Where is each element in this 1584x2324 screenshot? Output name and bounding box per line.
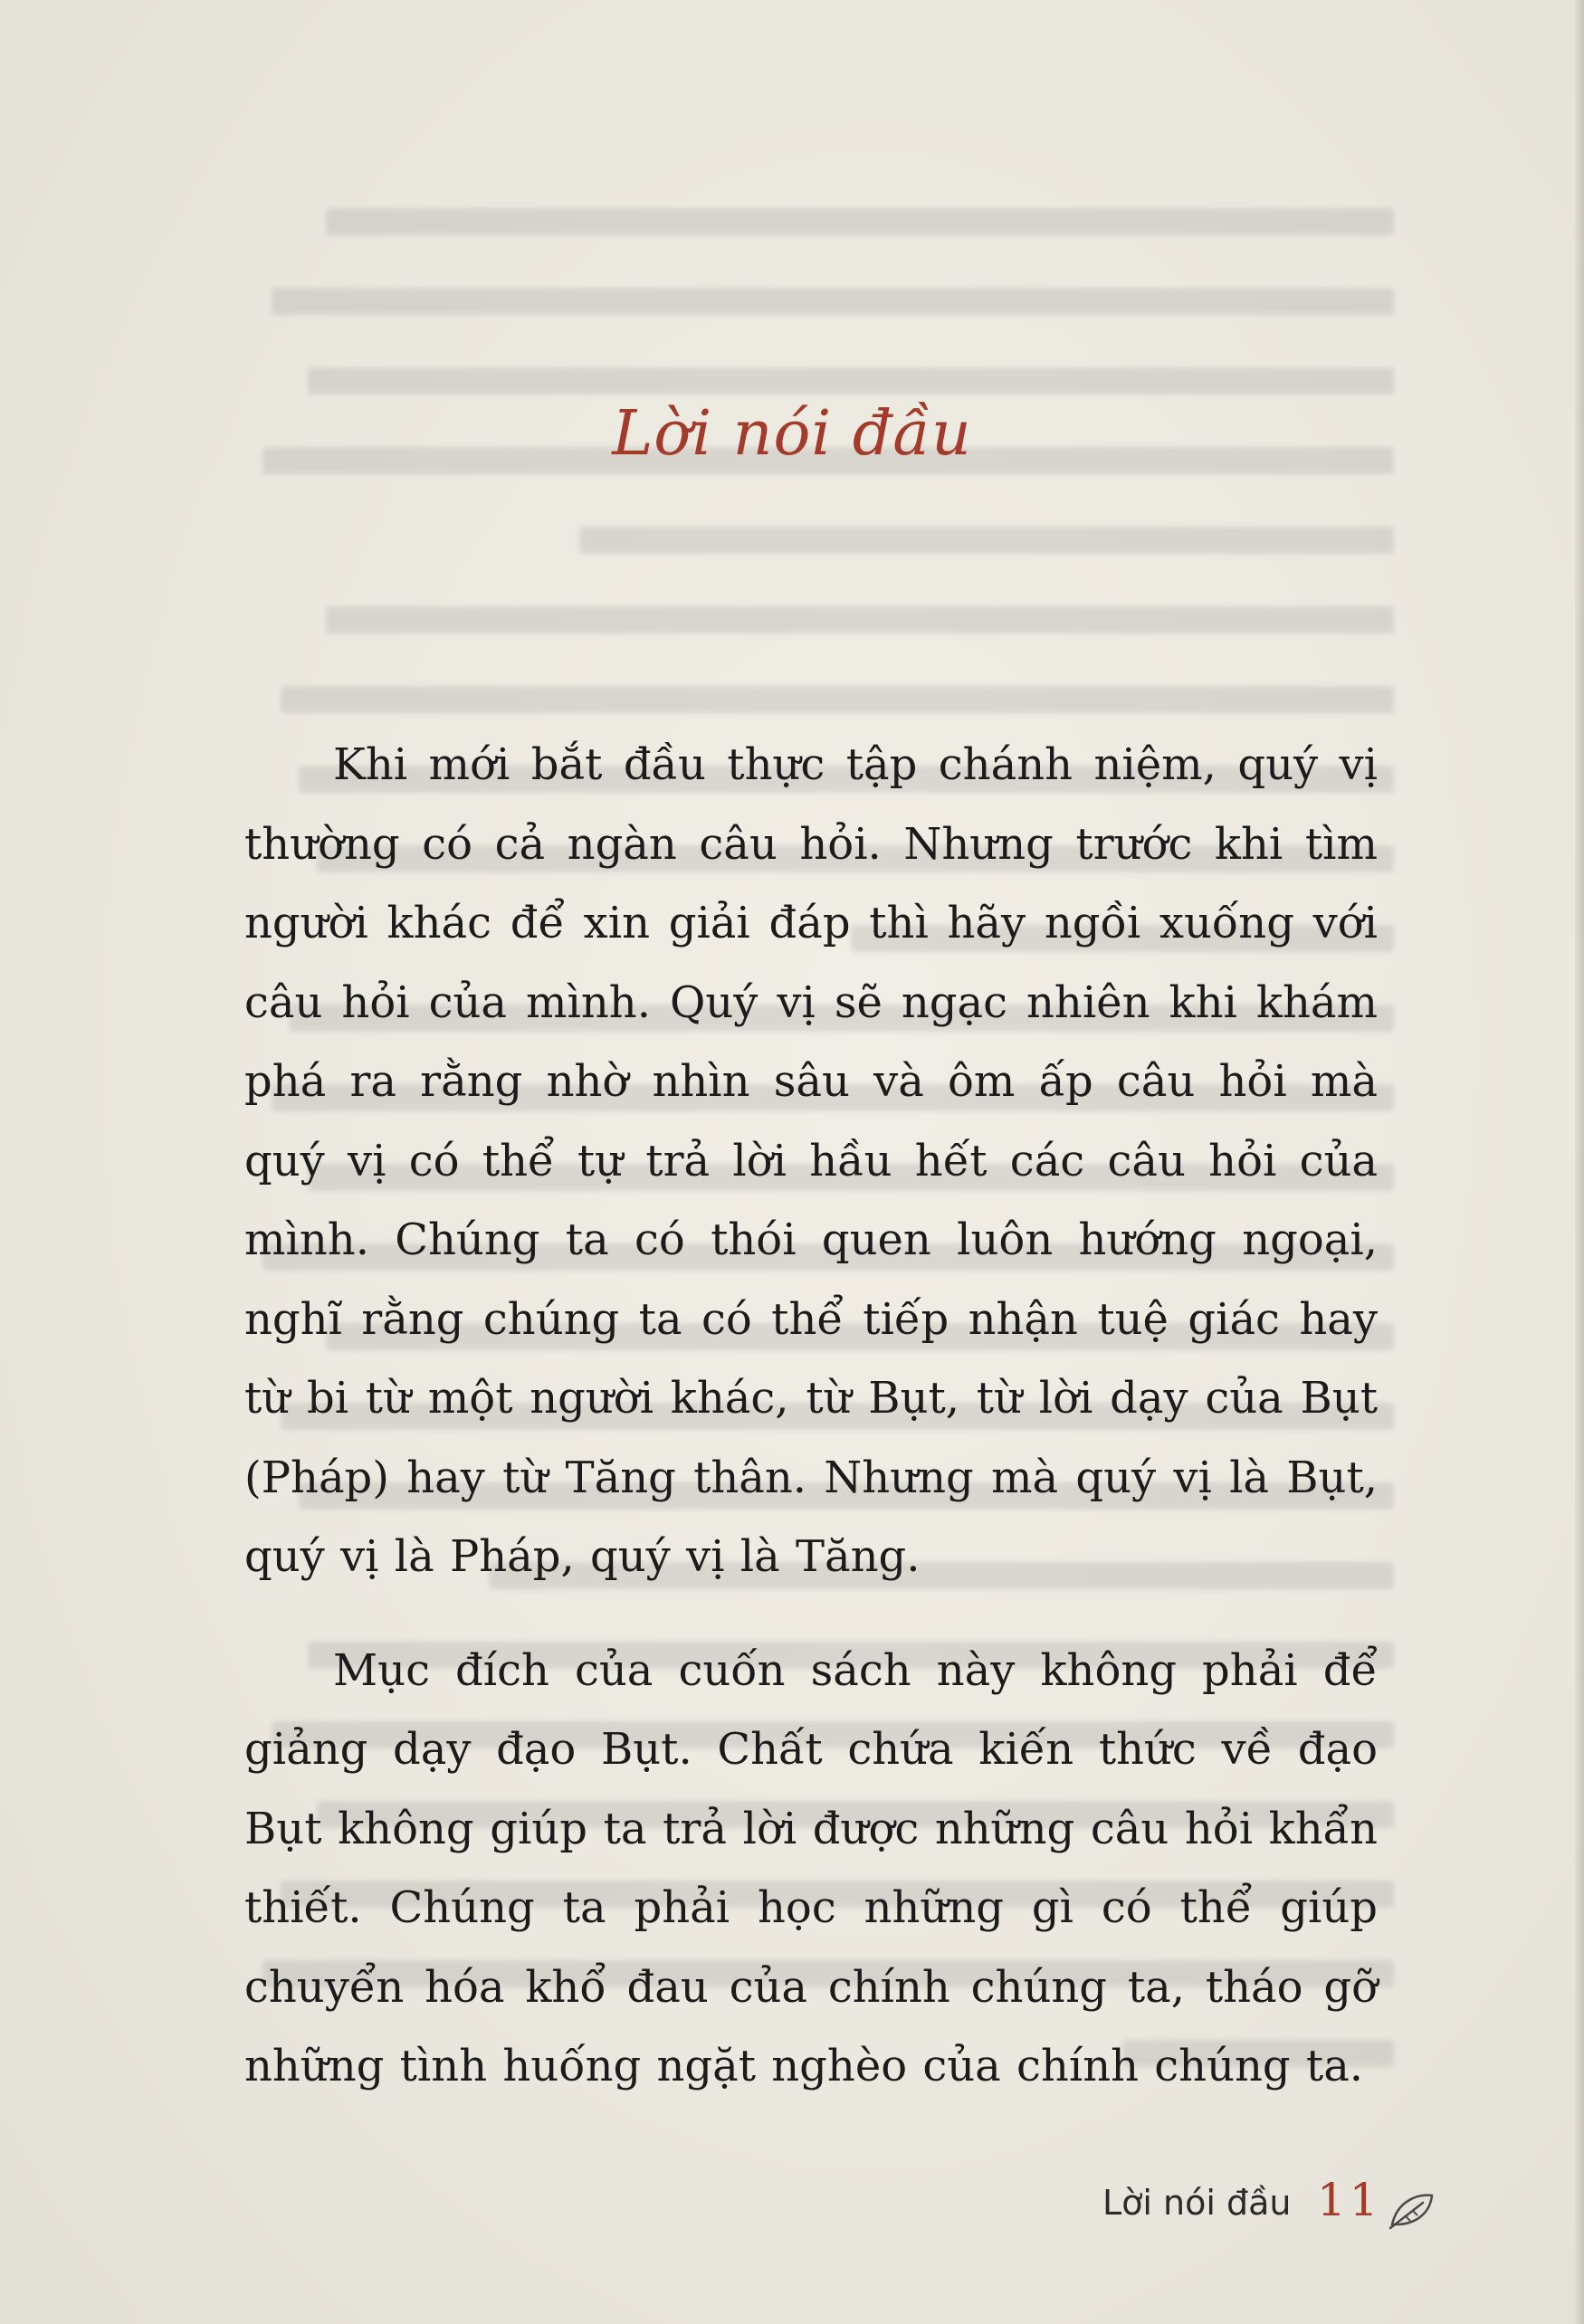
page-edge-shadow (1575, 0, 1584, 2324)
body-text (244, 726, 1378, 2107)
leaf-icon (1387, 2188, 1437, 2232)
paragraph-1: Khi mới bắt đầu thực tập chánh niệm, quý vị thường có cả ngàn câu hỏi. Nhưng trước khi tìm người khác để xin giải đáp thì hãy ngồi xuống với câu hỏi của mình. Quý vị sẽ ngạc nhiên khi khám phá ra rằng nhờ nhìn sâu và ôm ấp câu hỏi mà quý vị có thể tự trả lời hầu hết các câu hỏi của mình. Chúng ta có thói quen luôn hướng ngoại, nghĩ rằng chúng ta có thể tiếp nhận tuệ giác hay từ bi từ một người khác, từ Bụt, từ lời dạy của Bụt (Pháp) hay từ Tăng thân. Nhưng mà quý vị là Bụt, quý vị là Pháp, quý vị là Tăng. (244, 739, 1378, 1582)
chapter-heading: Lời nói đầu (612, 398, 972, 470)
running-footer-label: Lời nói đầu (1102, 2183, 1292, 2223)
paragraph-2: Mục đích của cuốn sách này không phải để giảng dạy đạo Bụt. Chất chứa kiến thức về đạo Bụt không giúp ta trả lời được những câu hỏi khẩn thiết. Chúng ta phải học những gì có thể giúp chuyển hóa khổ đau của chính chúng ta, tháo gỡ những tình huống ngặt nghèo của chính chúng ta. (244, 1644, 1378, 2091)
page-number: 11 (1317, 2174, 1382, 2226)
